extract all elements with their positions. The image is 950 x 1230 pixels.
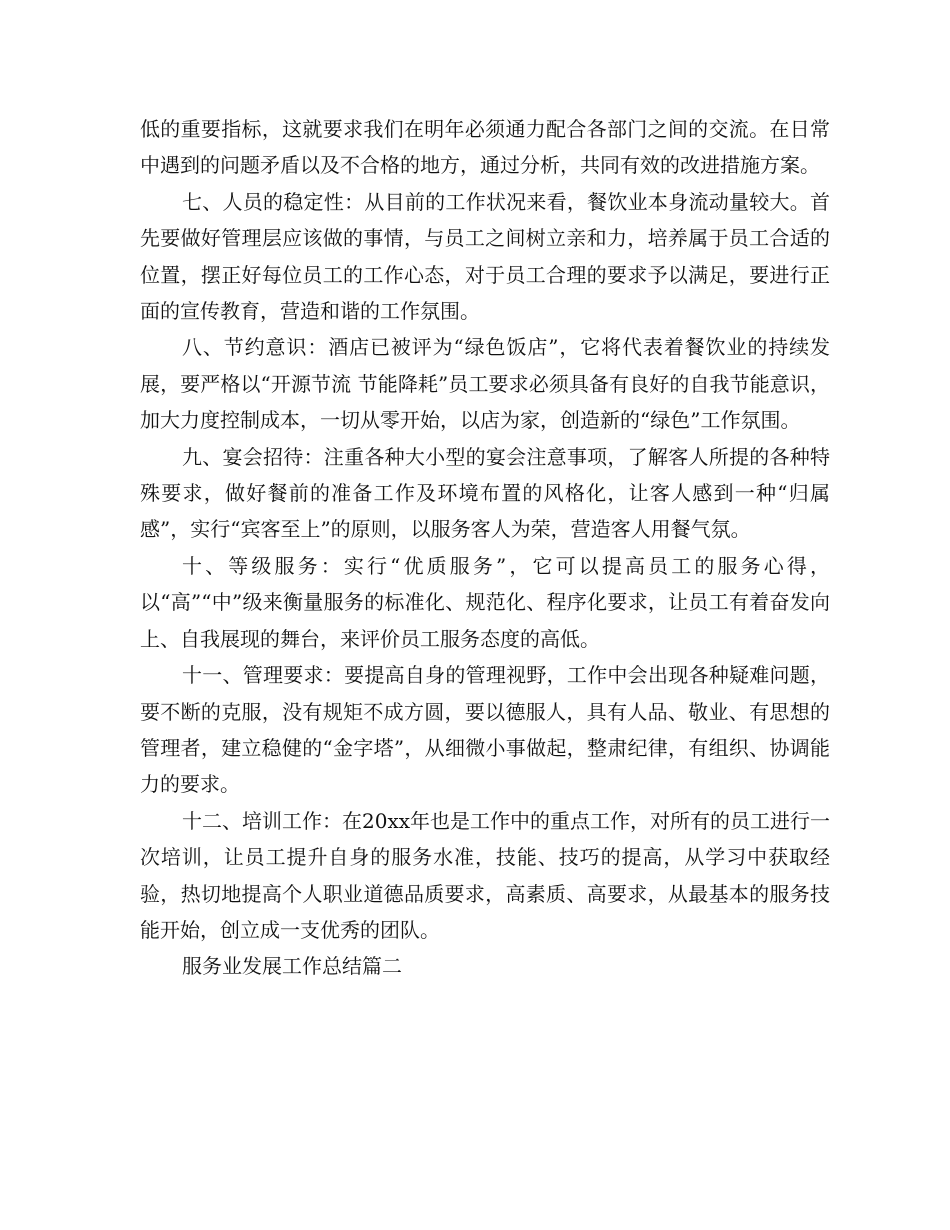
document-body [140, 111, 830, 985]
paragraph-saving-awareness: 八、节约意识：酒店已被评为“绿色饭店”，它将代表着餐饮业的持续发展，要严格以“开源节流 节能降耗”员工要求必须具备有良好的自我节能意识，加大力度控制成本，一切从零开始，以店为家，创造新的“绿色”工作氛围。 [140, 335, 830, 433]
paragraph-training-work: 十二、培训工作：在20xx年也是工作中的重点工作，对所有的员工进行一次培训，让员工提升自身的服务水准，技能、技巧的提高，从学习中获取经验，热切地提高个人职业道德品质要求，高素质、高要求，从最基本的服务技能开始，创立成一支优秀的团队。 [140, 808, 831, 942]
paragraph-graded-service: 十、等级服务：实行“优质服务”，它可以提高员工的服务心得，以“高”“中”级来衡量服务的标准化、规范化、程序化要求，让员工有着奋发向上、自我展现的舞台，来评价员工服务态度的高低。 [140, 553, 830, 651]
paragraph-continuation: 低的重要指标，这就要求我们在明年必须通力配合各部门之间的交流。在日常中遇到的问题矛盾以及不合格的地方，通过分析，共同有效的改进措施方案。 [140, 117, 830, 178]
paragraph-banquet-reception: 九、宴会招待：注重各种大小型的宴会注意事项，了解客人所提的各种特殊要求，做好餐前的准备工作及环境布置的风格化，让客人感到一种“归属感”，实行“宾客至上”的原则，以服务客人为荣，营造客人用餐气氛。 [140, 444, 830, 542]
section-heading: 服务业发展工作总结篇二 [182, 954, 402, 979]
paragraph-management-requirements: 十一、管理要求：要提高自身的管理视野，工作中会出现各种疑难问题，要不断的克服，没有规矩不成方圆，要以德服人，具有人品、敬业、有思想的管理者，建立稳健的“金字塔”，从细微小事做起，整肃纪律，有组织、协调能力的要求。 [140, 663, 830, 797]
paragraph-staff-stability: 七、人员的稳定性：从目前的工作状况来看，餐饮业本身流动量较大。首先要做好管理层应该做的事情，与员工之间树立亲和力，培养属于员工合适的位置，摆正好每位员工的工作心态，对于员工合理的要求予以满足，要进行正面的宣传教育，营造和谐的工作氛围。 [140, 189, 830, 324]
